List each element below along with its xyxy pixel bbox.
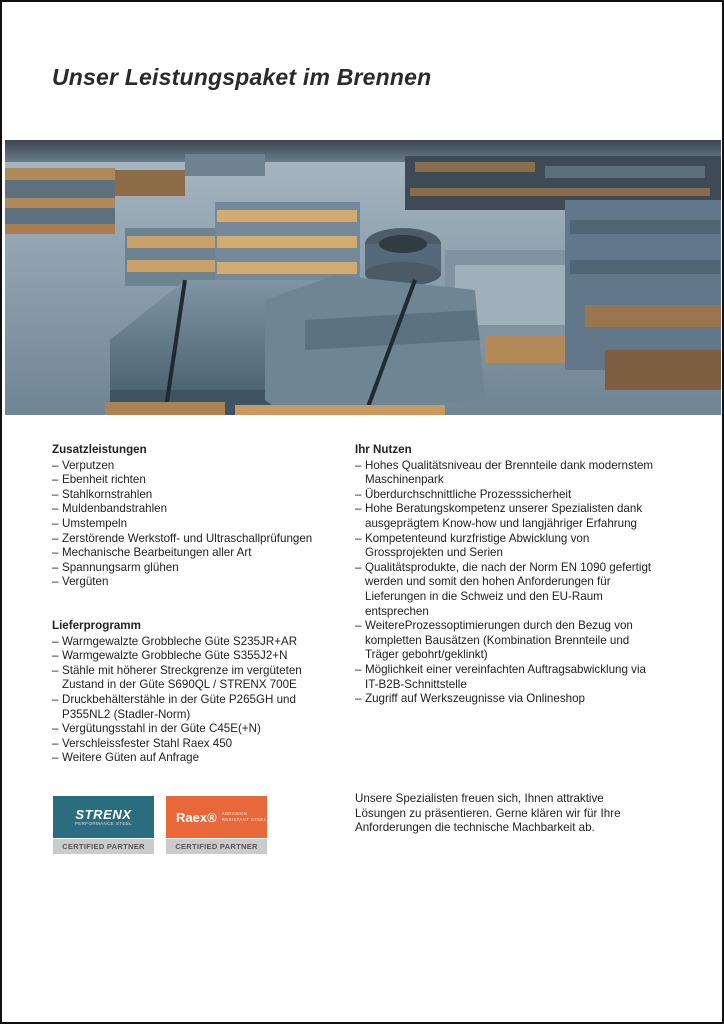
nutzen-list [355, 459, 655, 707]
list-item: – Zugriff auf Werkszeugnisse via Onlineshop [355, 692, 655, 707]
closing-paragraph: Unsere Spezialisten freuen sich, Ihnen attraktive Lösungen zu präsentieren. Gerne klären wir für Ihre Anforderungen die technische Machbarkeit ab. [355, 792, 621, 835]
list-item: – Stähle mit höherer Streckgrenze im vergüteten Zustand in der Güte S690QL / STRENX 700E [52, 664, 332, 693]
nutzen-heading: Ihr Nutzen [355, 443, 412, 456]
raex-subtitle [222, 811, 267, 823]
list-item: – Stahlkornstrahlen [52, 488, 332, 503]
raex-certified-partner-logo [166, 796, 267, 854]
list-item: – Hohe Beratungskompetenz unserer Spezialisten dank ausgeprägtem Know-how und langjähriger Erfahrung [355, 502, 655, 531]
zusatzleistungen-list [52, 459, 332, 590]
warehouse-steel-plates-photo [5, 140, 721, 415]
left-column [52, 443, 332, 766]
list-item: – Zerstörende Werkstoff- und Ultraschallprüfungen [52, 532, 332, 547]
lieferprogramm-heading: Lieferprogramm [52, 618, 141, 632]
list-item: – Vergütungsstahl in der Güte C45E(+N) [52, 722, 332, 737]
list-item: – WeitereProzessoptimierungen durch den Bezug von kompletten Bausätzen (Kombination Brennteile und Träger gebohrt/geklinkt) [355, 619, 655, 663]
raex-logo-mark [166, 796, 267, 838]
strenx-subtitle: PERFORMANCE STEEL [74, 820, 133, 826]
list-item: – Vergüten [52, 575, 332, 590]
list-item: – Hohes Qualitätsniveau der Brennteile dank modernstem Maschinenpark [355, 459, 655, 488]
raex-subtitle-line2: RESISTANT STEEL [221, 817, 267, 822]
list-item: – Muldenbandstrahlen [52, 502, 332, 517]
list-item: – Weitere Güten auf Anfrage [52, 751, 332, 766]
raex-subtitle-line1: ABRASION [221, 811, 248, 816]
list-item: – Druckbehälterstähle in der Güte P265GH und P355NL2 (Stadler-Norm) [52, 693, 332, 722]
list-item: – Verputzen [52, 459, 332, 474]
list-item: – Ebenheit richten [52, 473, 332, 488]
strenx-certified-partner-logo [53, 796, 154, 854]
raex-brand: Raex® [176, 809, 217, 825]
page-title: Unser Leistungspaket im Brennen [52, 64, 432, 90]
list-item: – Qualitätsprodukte, die nach der Norm EN 1090 gefertigt werden und somit den hohen Anforderungen für Lieferungen in die Schweiz und den EU-Raum entsprechen [355, 561, 655, 619]
list-item: – Warmgewalzte Grobbleche Güte S355J2+N [52, 649, 332, 664]
strenx-brand: STRENX [75, 806, 132, 822]
list-item: – Warmgewalzte Grobbleche Güte S235JR+AR [52, 635, 332, 650]
list-item: – Mechanische Bearbeitungen aller Art [52, 546, 332, 561]
list-item: – Verschleissfester Stahl Raex 450 [52, 737, 332, 752]
list-item: – Spannungsarm glühen [52, 561, 332, 576]
list-item: – Umstempeln [52, 517, 332, 532]
zusatzleistungen-heading: Zusatzleistungen [52, 443, 147, 456]
list-item: – Überdurchschnittliche Prozesssicherheit [355, 488, 655, 503]
raex-certified-badge: CERTIFIED PARTNER [166, 839, 267, 854]
list-item: – Kompetenteund kurzfristige Abwicklung von Grossprojekten und Serien [355, 532, 655, 561]
list-item: – Möglichkeit einer vereinfachten Auftragsabwicklung via IT-B2B-Schnittstelle [355, 663, 655, 692]
lieferprogramm-list [52, 635, 332, 766]
right-column [355, 443, 655, 707]
strenx-certified-badge: CERTIFIED PARTNER [53, 839, 154, 854]
strenx-logo-mark [53, 796, 154, 838]
